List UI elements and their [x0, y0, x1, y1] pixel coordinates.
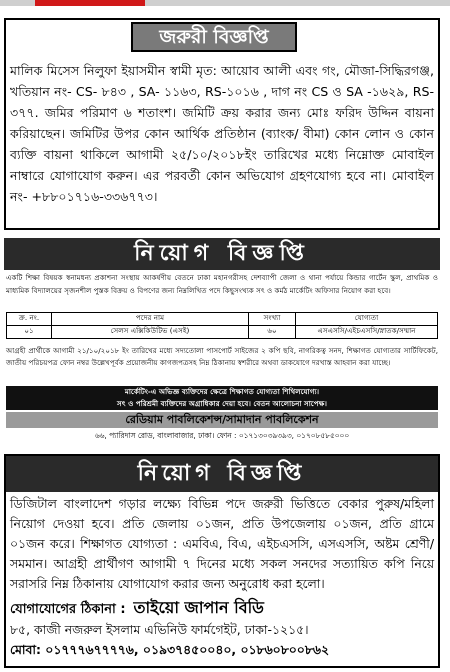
job-notice-body: ডিজিটাল বাংলাদেশ গড়ার লক্ষ্যে বিভিন্ন পদে জরুরী ভিত্তিতে বেকার পুরুষ/মহিলা নিয়োগ দেওয়া হবে। প্রতি জেলায় ০১জন, প্রতি উপজেলায় ০১জন, প্রতি গ্রামে ০১জন করে। শিক্ষাগত যোগ্যতা : এমবিএ, বিএ, এইচএসসি, এসএসসি, অষ্টম শ্রেণী/ সমমান। আগ্রহী প্রার্থীগণ আগামী ৭ দিনের মধ্যে সকল সনদের সত্যায়িত কপি নিয়ে সরাসরি নিম্ন ঠিকানায় যোগাযোগ করার জন্য অনুরোধ করা হলো।	[10, 496, 434, 591]
notice-line: সৎ ও পরিশ্রমী ব্যক্তিদের অগ্রাধিকার দেয়া হবে। বেতন আলোচনা সাপেক্ষ।	[117, 399, 327, 408]
company-address: ৮৫, কাজী নজরুল ইসলাম এভিনিউ ফার্মগেইট, ঢাকা-১২১৫।	[10, 622, 309, 637]
table-header-cell: ক্র. নং.	[7, 313, 52, 326]
publisher-name: রেডিয়াম পাবলিকেশন্স/সামাদান পাবলিকেশন	[6, 412, 438, 428]
application-instructions: আগ্রহী প্রার্থীকে আগামী ২১/১০/২০১৮ ইং তারিখের মধ্যে সদ্যতোলা পাসপোর্ট সাইজের ২ কপি ছবি, নাগরিকত্ব সনদ, শিক্ষাগত যোগ্যতার সার্টিফিকেট, জাতীয় পরিচয়পত্র ফোন নম্বর উল্লেখপূর্বক প্রয়োজনীয় কাগজপত্রসহ নিম্ন ঠিকানায় স্বশরীরে অথবা ডাকযোগে দরখাস্ত আহবান করা যাচ্ছে।	[6, 346, 438, 367]
job-table	[6, 312, 438, 339]
notice-line: মার্কেটিং-এ অভিজ্ঞ ব্যক্তিদের ক্ষেত্রে শিক্ষাগত যোগ্যতা শিথিলযোগ্য।	[124, 387, 320, 396]
company-name: তাইয়ো জাপান বিডি	[133, 598, 264, 617]
top-red-rule	[35, 0, 145, 6]
table-row	[7, 326, 438, 339]
table-cell: এসএসসি/এইচএসসি/স্নাতক/সম্মান	[296, 326, 438, 339]
table-cell: ৬০	[249, 326, 296, 339]
table-cell: সেলস এক্সিকিউটিভ (এসই)	[52, 326, 249, 339]
job-notice-title: নিয়োগ বিজ্ঞপ্তি	[6, 456, 438, 492]
urgent-notice-title: জরুরী বিজ্ঞপ্তি	[131, 22, 297, 52]
publisher-address: ৬৬, প্যারিদাস রোড, বাংলাবাজার, ঢাকা। ফোন : ০১৭১৩০৩৯৩৯৩, ০১৭০৮৫৮৫০০০	[94, 431, 350, 440]
table-header-cell: যোগ্যতা	[296, 313, 438, 326]
table-header-cell: পদের নাম	[52, 313, 249, 326]
table-header-row	[7, 313, 438, 326]
table-header-cell: সংখ্যা	[249, 313, 296, 326]
urgent-notice-body: মালিক মিসেস নিলুফা ইয়াসমীন স্বামী মৃত: আয়োব আলী এবং গং, মৌজা-সিদ্ধিরগঞ্জ, খতিয়ান নং- CS- ৮৪৩ , SA- ১১৬৩, RS-১০১৬ , দাগ নং CS ও SA -১৬২৯, RS- ৩৭৭. জমির পরিমাণ ৬ শতাংশ। জমিটি ক্রয় করার জন্য মোঃ ফরিদ উদ্দিন বায়না করিয়াছেন। জমিটির উপর কোন আর্থিক প্রতিষ্ঠান (ব্যাংক/ বীমা) কোন লোন ও কোন ব্যক্তি বায়না থাকিলে আগামী ২৫/১০/২০১৮ইং তারিখের মধ্যে নিম্নোক্ত মোবাইল নাম্বারে যোগাযোগ করুন। এর পরবর্তী কোন অভিযোগ গ্রহণযোগ্য হবে না। মোবাইল নং- +৮৮০১৭১৬-৩৩৬৭৭৩।	[10, 63, 434, 204]
recruitment-intro: একটি শিক্ষা বিষয়ক স্বনামধন্য প্রকাশনা সংস্থায় আকর্ষণীয় বেতনে ঢাকা মহানগরীসহ দেশব্যাপী জেলা ও থানা পর্যায়ে কিন্ডার গার্টেন স্কুল, প্রাথমিক ও মাধ্যমিক বিদ্যালয়ের সৃজনশীল পুস্তক বিক্রয় ও বিপণের জন্য নিম্নলিখিত পদে কিছুসংখ্যক সৎ ও কর্মঠ মার্কেটিং অফিসার নিয়োগ করা হবে।	[6, 273, 438, 295]
recruitment-notice-title: নিয়োগ বিজ্ঞপ্তি	[4, 238, 440, 270]
contact-label: যোগাযোগের ঠিকানা :	[10, 602, 126, 617]
table-cell: ০১	[7, 326, 52, 339]
mobile-numbers: মোবা: ০১৭৭৭৬৭৭৭৭৬, ০১৯৩৭৪৫০০৪০, ০১৮৬০৮০০৮৬২	[10, 642, 329, 657]
contact-line	[10, 597, 434, 621]
notice-banner	[6, 386, 438, 410]
